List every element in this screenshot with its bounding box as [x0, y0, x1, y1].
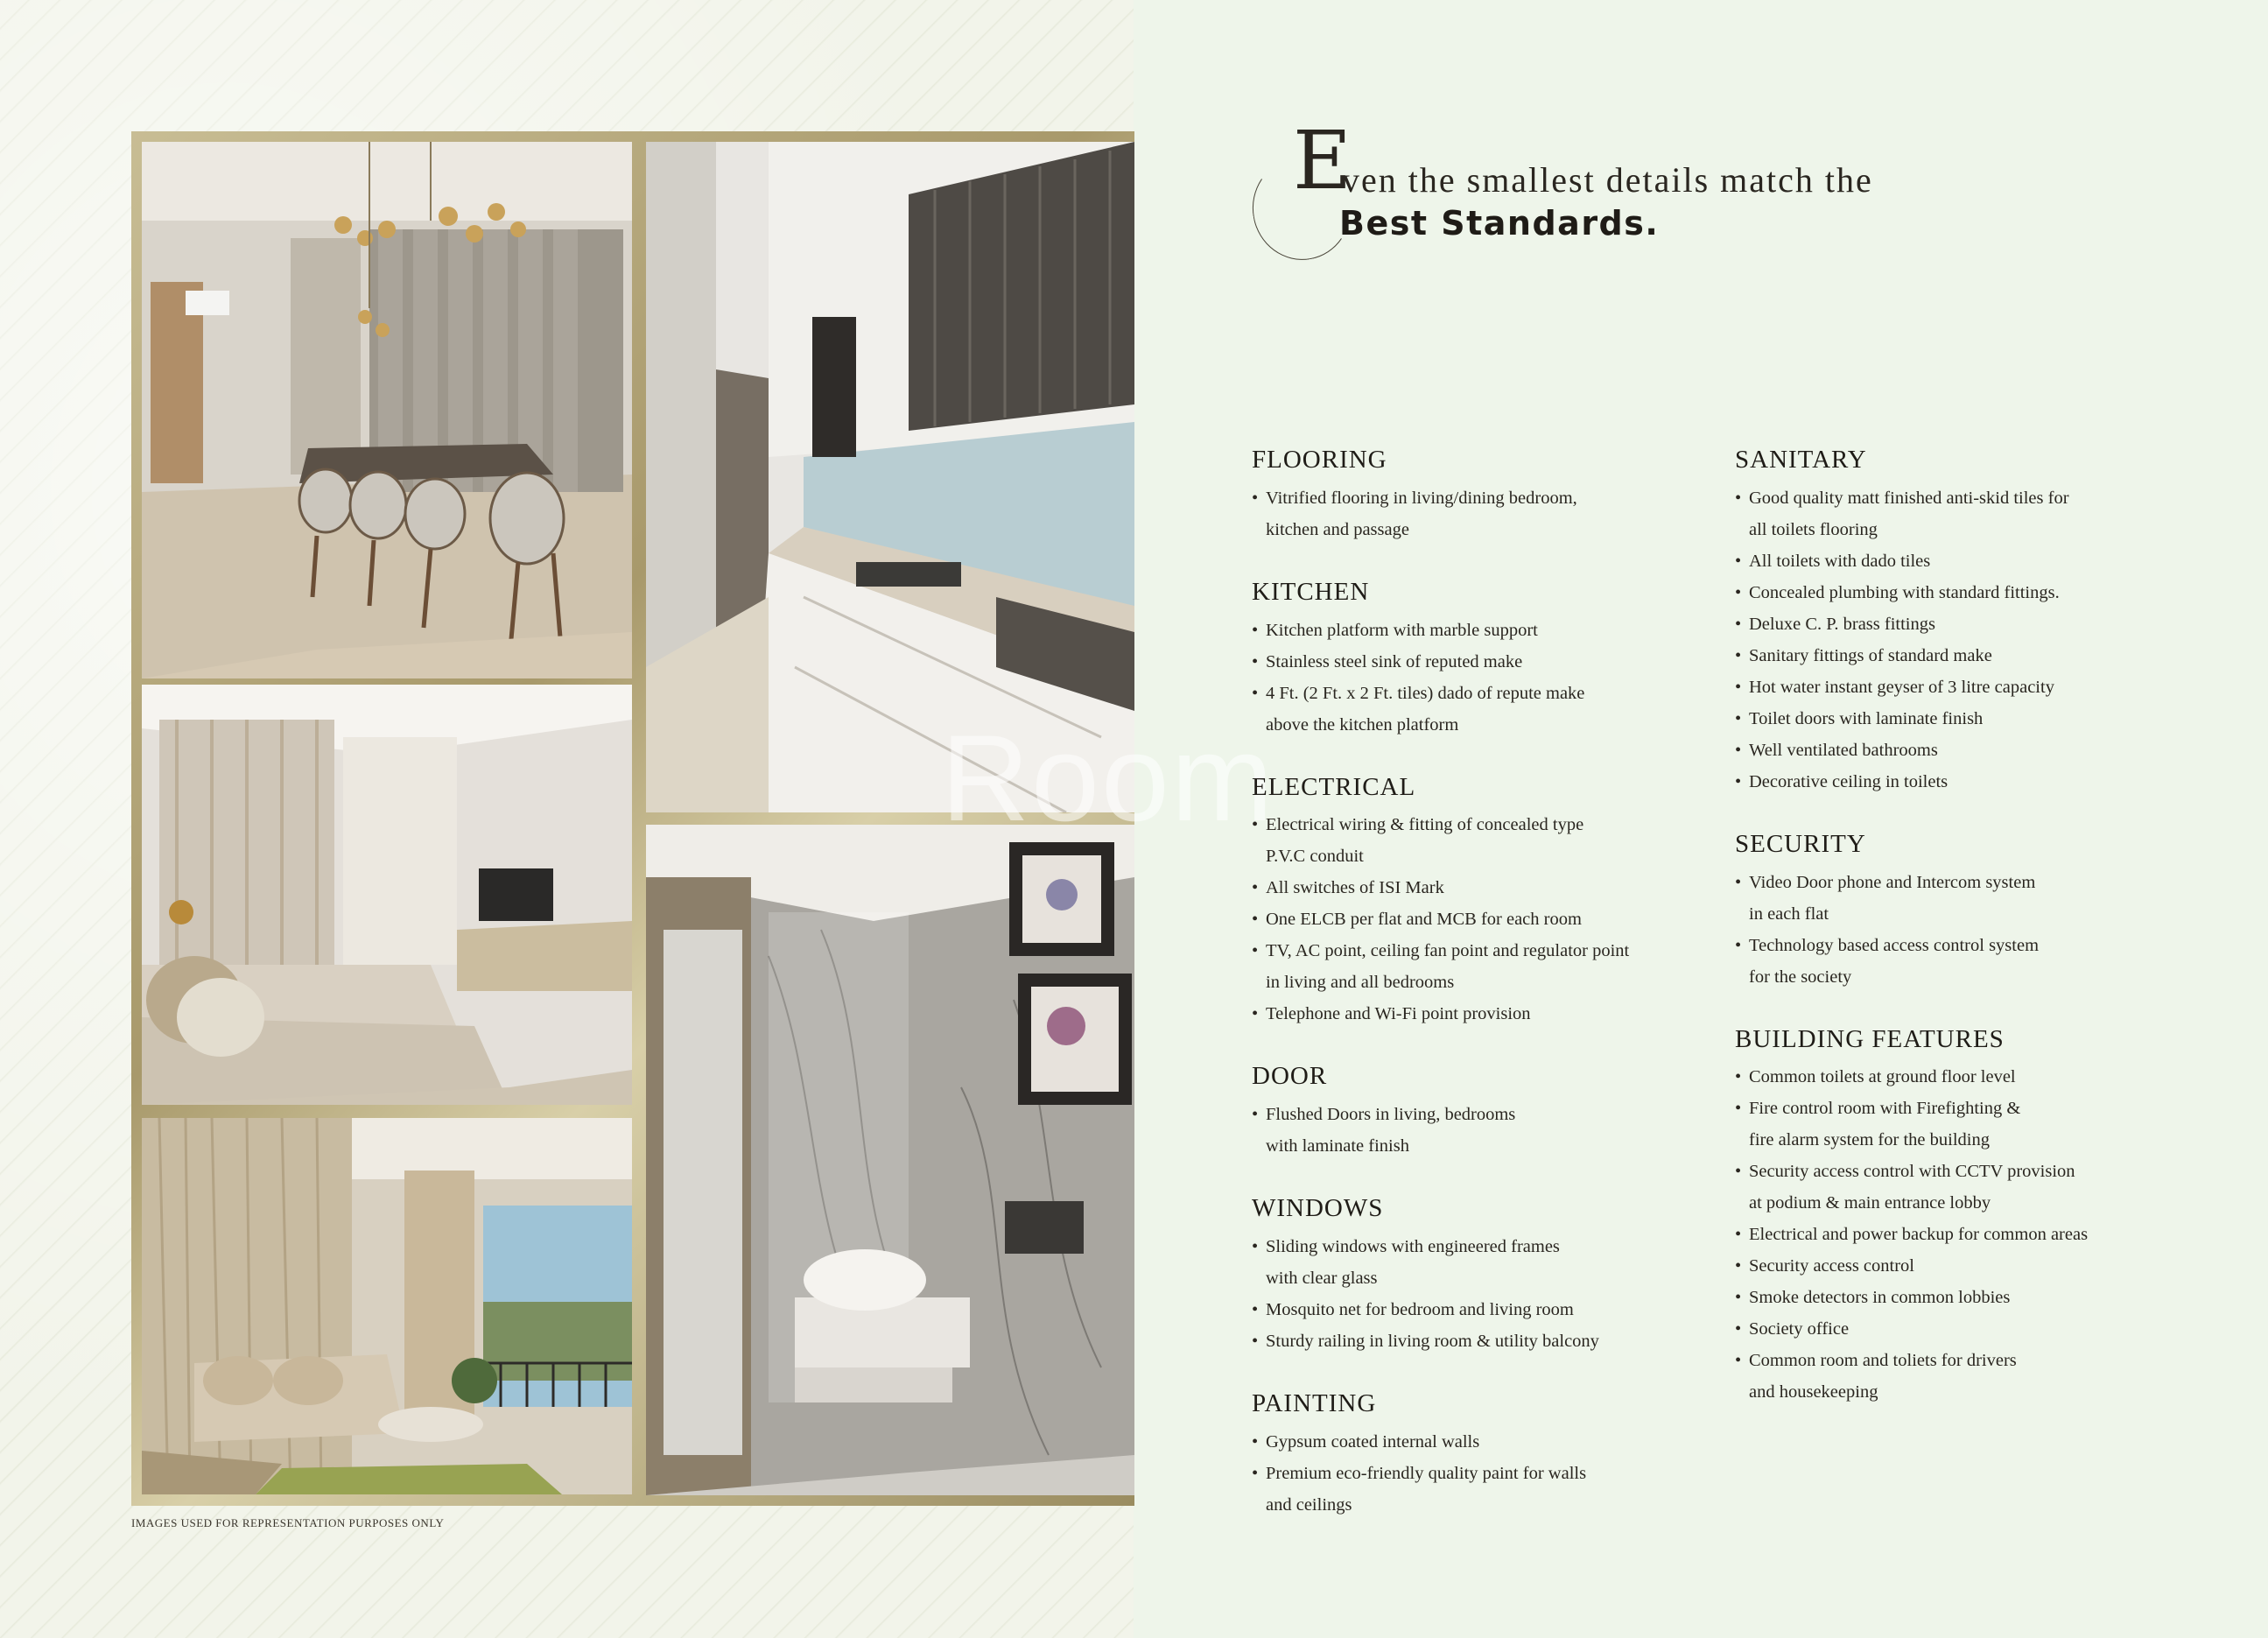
- spec-item: • Common toilets at ground floor level: [1735, 1061, 2243, 1093]
- spec-item: • Vitrified flooring in living/dining bedroom, kitchen and passage: [1252, 482, 1724, 545]
- section-title: PAINTING: [1252, 1388, 1377, 1417]
- spec-item: • Decorative ceiling in toilets: [1735, 766, 2243, 798]
- spec-item: • Premium eco-friendly quality paint for walls and ceilings: [1252, 1458, 1724, 1521]
- spec-section-flooring: [1252, 445, 1724, 545]
- section-title: KITCHEN: [1252, 577, 1370, 606]
- spec-section-sanitary: [1735, 445, 2243, 798]
- spec-item: • Toilet doors with laminate finish: [1735, 703, 2243, 735]
- spec-item: • 4 Ft. (2 Ft. x 2 Ft. tiles) dado of repute make above the kitchen platform: [1252, 678, 1724, 741]
- spec-column-left: [1252, 445, 1724, 1552]
- spec-item: • Video Door phone and Intercom system in each flat: [1735, 867, 2243, 930]
- spec-item: • Electrical and power backup for common areas: [1735, 1219, 2243, 1250]
- spec-item: • Flushed Doors in living, bedrooms with laminate finish: [1252, 1099, 1724, 1162]
- heading-initial-letter: E: [1293, 114, 1352, 207]
- spec-item: • Sanitary fittings of standard make: [1735, 640, 2243, 671]
- spec-item: • Society office: [1735, 1313, 2243, 1345]
- spec-item: • One ELCB per flat and MCB for each room: [1252, 903, 1724, 935]
- spec-section-painting: [1252, 1388, 1724, 1521]
- spec-item: • Concealed plumbing with standard fittings.: [1735, 577, 2243, 608]
- spec-item: • Sliding windows with engineered frames with clear glass: [1252, 1231, 1724, 1294]
- spec-column-right: [1735, 445, 2243, 1439]
- spec-item: • Hot water instant geyser of 3 litre capacity: [1735, 671, 2243, 703]
- spec-item: • Fire control room with Firefighting & fire alarm system for the building: [1735, 1093, 2243, 1156]
- spec-item: • TV, AC point, ceiling fan point and regulator point in living and all bedrooms: [1252, 935, 1724, 998]
- living-room-photo: [142, 1118, 632, 1494]
- watermark-text: Room: [941, 709, 1275, 847]
- spec-item: • Electrical wiring & fitting of concealed type P.V.C conduit: [1252, 809, 1724, 872]
- image-disclaimer: IMAGES USED FOR REPRESENTATION PURPOSES ONLY: [131, 1516, 445, 1529]
- spec-item: • Stainless steel sink of reputed make: [1252, 646, 1724, 678]
- spec-item: • Sturdy railing in living room & utility balcony: [1252, 1325, 1724, 1357]
- spec-item: • Kitchen platform with marble support: [1252, 615, 1724, 646]
- section-title: FLOORING: [1252, 446, 1387, 474]
- heading-line-2: Best Standards.: [1339, 204, 1660, 243]
- spec-item: • Mosquito net for bedroom and living room: [1252, 1294, 1724, 1325]
- spec-item: • Security access control with CCTV provision at podium & main entrance lobby: [1735, 1156, 2243, 1219]
- bedroom-photo: [142, 685, 632, 1105]
- spec-section-security: [1735, 829, 2243, 993]
- spec-item: • Well ventilated bathrooms: [1735, 735, 2243, 766]
- spec-item: • All switches of ISI Mark: [1252, 872, 1724, 903]
- section-title: SANITARY: [1735, 446, 1867, 474]
- spec-item: • Technology based access control system for the society: [1735, 930, 2243, 993]
- spec-item: • Gypsum coated internal walls: [1252, 1426, 1724, 1458]
- section-title: BUILDING FEATURES: [1735, 1024, 2005, 1053]
- page-heading: [1247, 114, 2035, 263]
- spec-item: • Smoke detectors in common lobbies: [1735, 1282, 2243, 1313]
- spec-section-door: [1252, 1061, 1724, 1162]
- bathroom-photo: [646, 825, 1134, 1495]
- dining-room-photo: [142, 142, 632, 678]
- spec-section-windows: [1252, 1193, 1724, 1357]
- spec-item: • Deluxe C. P. brass fittings: [1735, 608, 2243, 640]
- spec-section-building-features: [1735, 1024, 2243, 1409]
- section-title: ELECTRICAL: [1252, 772, 1416, 801]
- spec-item: • Security access control: [1735, 1250, 2243, 1282]
- section-title: SECURITY: [1735, 829, 1866, 858]
- spec-item: • Good quality matt finished anti-skid tiles for all toilets flooring: [1735, 482, 2243, 545]
- spec-item: • Telephone and Wi-Fi point provision: [1252, 998, 1724, 1030]
- spec-item: • All toilets with dado tiles: [1735, 545, 2243, 577]
- spec-section-kitchen: [1252, 577, 1724, 741]
- section-title: WINDOWS: [1252, 1194, 1384, 1223]
- section-title: DOOR: [1252, 1062, 1328, 1091]
- heading-line-1: ven the smallest details match the: [1342, 160, 1873, 200]
- spec-section-electrical: [1252, 772, 1724, 1030]
- spec-item: • Common room and toliets for drivers and housekeeping: [1735, 1345, 2243, 1408]
